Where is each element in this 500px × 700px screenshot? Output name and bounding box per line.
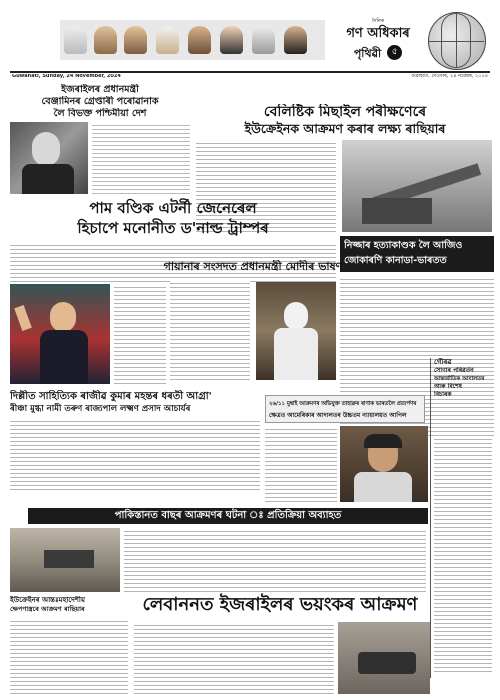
- headline-israel-1: ইজৰাইলৰ প্ৰধানমন্ত্ৰী: [61, 84, 139, 95]
- headline-terror-1: ২৬/১১ মুম্বাই আক্ৰমণৰ অভিযুক্ত তাহাৱুৰ ৰাণাক ভাৰতলৈ প্ৰত্যৰ্পণৰ: [269, 401, 417, 407]
- brand-small: দৈনিক: [371, 18, 385, 24]
- brand-title: গণ অধিকাৰ: [346, 26, 410, 41]
- sidebar-subtitle-2: আন্তৰ্জাতিক আদালতৰ: [434, 376, 485, 382]
- date-right: গুৱাহাটী, দেওবাৰ, ২৪ নৱেম্বৰ, ২০২৪: [411, 74, 488, 79]
- page-label: পৃথিৱী: [353, 47, 382, 60]
- headline-ballistic-1: বেলিষ্টিক মিছাইল পৰীক্ষণেৰে: [263, 104, 427, 120]
- missile-photo: [342, 140, 492, 232]
- date-left: Guwahati, Sunday, 24 November, 2024: [12, 74, 121, 79]
- headline-israel-2: বেঞ্জামিনৰ গ্ৰেপ্তাৰী পৰোৱানাক: [41, 96, 159, 107]
- article-israel-pm: [10, 84, 190, 194]
- sidebar-subtitle-1: সোণাৰ পৰিৱৰ্তন: [434, 367, 474, 374]
- headline-nijjar-1: নিজ্জাৰ হত্যাকাণ্ডক লৈ আজিও: [344, 240, 463, 251]
- bus-attack-photo: [10, 528, 120, 592]
- article-guyana: [163, 260, 343, 385]
- headline-guyana: গায়ানাৰ সংসদত প্ৰধানমন্ত্ৰী মোদীৰ ভাষণ: [163, 260, 343, 273]
- masthead: [0, 0, 500, 87]
- sidebar-subtitle-4: বিচাৰক: [434, 391, 452, 398]
- globe-icon: [428, 12, 486, 70]
- sidebar-subtitle-3: আৰু বিশেষ: [434, 383, 462, 390]
- trump-photo: [10, 284, 110, 384]
- netanyahu-photo: [10, 122, 88, 194]
- headline-bondi-2: হিচাপে মনোনীত ড'নাল্ড ট্ৰাম্পৰ: [77, 219, 269, 237]
- headline-pakistan: পাকিস্তানত বাছৰ আক্ৰমণৰ ঘটনা ঃ প্ৰতিক্ৰিয়া অব্যাহত: [114, 510, 342, 521]
- headline-lebanon: লেবাননত ইজৰাইলৰ ভয়ংকৰ আক্ৰমণ: [142, 594, 418, 615]
- lebanon-strike-photo: [338, 622, 430, 694]
- headline-delhi-2: ৰীঞ্চা মুগ্ধা নামী তৰুণ ৰাজ্যপাল লক্ষ্মণ প্ৰসাদ আচাৰ্যৰ: [10, 404, 191, 414]
- article-lebanon: [10, 592, 430, 700]
- article-pakistan: [28, 508, 428, 524]
- kicker-lebanon-1: ইউক্ৰেইনৰ আন্তঃমহাদেশীয়: [10, 596, 86, 604]
- kicker-lebanon-2: ক্ষেপণাস্ত্ৰৰে আক্ৰমণ ৰাছিয়াৰ: [10, 605, 85, 613]
- sidebar-profile: [430, 358, 494, 678]
- headline-delhi-1: দিল্লীত সাহিত্যিক ৰাজীৱ কুমাৰ মহন্তৰ ধৰতী আগ্ৰা': [10, 391, 212, 402]
- article-delhi-lit: [10, 390, 260, 490]
- modi-photo: [256, 282, 336, 380]
- rana-photo: [340, 426, 428, 502]
- headline-terror-2: ক্ষেত্ৰত আমেৰিকাৰ আদালতৰ উচ্চতম ন্যায়ালয়ত আপিল: [269, 412, 407, 419]
- sidebar-title: গৌৰৱ: [434, 358, 452, 366]
- page-number: ৫: [387, 45, 402, 60]
- headline-israel-3: লৈ বিভক্ত পশ্চিমীয়া দেশ: [53, 108, 147, 119]
- article-terror-26-11: [265, 395, 425, 423]
- headline-nijjar-2: জোকাৰণি কানাডা-ভাৰতত: [344, 255, 447, 266]
- leader-portrait-strip: [60, 20, 325, 60]
- headline-ballistic-2: ইউক্ৰেইনক আক্ৰমণ কৰাৰ লক্ষ্য ৰাছিয়াৰ: [244, 121, 446, 136]
- headline-bondi-1: পাম বণ্ডিক এটৰ্নী জেনেৰেল: [89, 199, 257, 217]
- brand-block: [338, 18, 418, 66]
